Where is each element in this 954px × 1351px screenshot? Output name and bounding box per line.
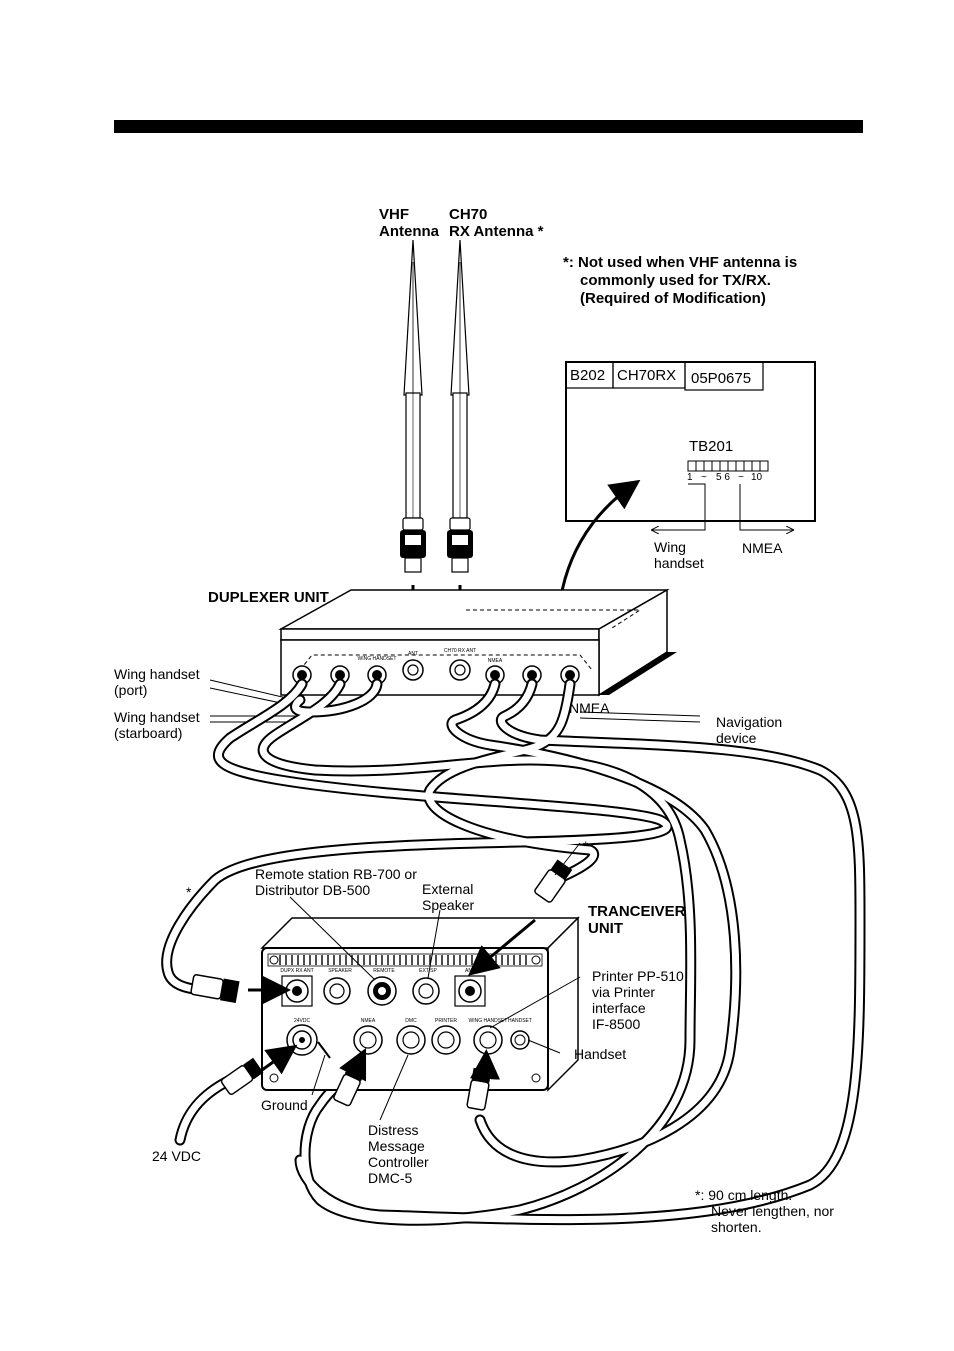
dup-port-wing: WING HANDSET: [357, 656, 397, 662]
dmc-label-1: Distress: [368, 1122, 419, 1138]
board-ref: B202: [570, 367, 606, 384]
ground-label: Ground: [261, 1097, 308, 1113]
printer-label-4: IF-8500: [592, 1016, 641, 1032]
panel-label-wing: WING HANDSET: [468, 1018, 508, 1024]
printer-label-1: Printer PP-510: [592, 968, 684, 984]
dmc-label-4: DMC-5: [368, 1170, 413, 1186]
note-top-line3: (Required of Modification): [580, 290, 766, 307]
pin-tilde-1: ~: [701, 472, 707, 483]
panel-label-dmc: DMC: [405, 1018, 417, 1024]
dup-port-ch70: CH70 RX ANT: [443, 648, 477, 654]
board-wing-label-1: Wing: [654, 539, 686, 555]
duplexer-nmea-label: NMEA: [569, 700, 610, 716]
dup-port-ant: ANT: [408, 651, 418, 657]
pin-last: 10: [751, 472, 763, 483]
nav-device-label-2: device: [716, 730, 757, 746]
board-wing-label-2: handset: [654, 555, 704, 571]
panel-label-extsp: EXT SP: [419, 968, 437, 974]
board-nmea-label: NMEA: [742, 540, 783, 556]
wing-stbd-label-2: (starboard): [114, 725, 183, 741]
printer-label-3: interface: [592, 1000, 646, 1016]
nav-device-label-1: Navigation: [716, 714, 783, 730]
ch70-label-1: CH70: [449, 206, 488, 223]
panel-label-24vdc: 24VDC: [293, 1018, 311, 1024]
pin-first: 1: [687, 472, 693, 483]
ch70-label-2: RX Antenna *: [449, 223, 544, 240]
vhf-label-2: Antenna: [379, 223, 439, 240]
panel-label-remote: REMOTE: [373, 968, 395, 974]
dup-port-nmea: NMEA: [487, 658, 503, 664]
vhf-label-1: VHF: [379, 206, 409, 223]
pin-tilde-2: ~: [738, 472, 744, 483]
duplexer-title: DUPLEXER UNIT: [208, 589, 329, 606]
note-top-line1: *: Not used when VHF antenna is: [563, 254, 798, 271]
pin-mid: 5 6: [716, 472, 730, 483]
panel-label-printer: PRINTER: [435, 1018, 457, 1024]
asterisk-right: *: [583, 838, 589, 854]
ext-speaker-label-1: External: [422, 881, 474, 897]
wing-stbd-label-1: Wing handset: [114, 709, 200, 725]
note-bottom-line1: *: 90 cm length.: [695, 1187, 793, 1203]
dmc-label-2: Message: [368, 1138, 425, 1154]
board-part-no: 05P0675: [691, 370, 752, 387]
remote-label-1: Remote station RB-700 or: [255, 866, 417, 882]
printer-label-2: via Printer: [592, 984, 656, 1000]
transceiver-unit: [262, 918, 578, 1090]
note-bottom-line3: shorten.: [711, 1219, 762, 1235]
transceiver-title-1: TRANCEIVER: [588, 903, 686, 920]
handset-label: Handset: [574, 1046, 627, 1062]
wing-port-label-1: Wing handset: [114, 666, 200, 682]
panel-label-nmea: NMEA: [360, 1018, 376, 1024]
terminal-block-tb201: [688, 461, 768, 471]
panel-label-handset: HANDSET: [508, 1018, 532, 1024]
panel-label-speaker: SPEAKER: [328, 968, 352, 974]
wing-port-label-2: (port): [114, 682, 148, 698]
remote-label-2: Distributor DB-500: [255, 882, 371, 898]
panel-label-ant: ANT: [465, 968, 475, 974]
power-label: 24 VDC: [152, 1148, 202, 1164]
vhf-antenna: [400, 240, 426, 572]
board-name: CH70RX: [617, 367, 677, 384]
panel-label-dupx: DUPX RX ANT: [280, 968, 314, 974]
ext-speaker-label-2: Speaker: [422, 897, 475, 913]
asterisk-left: *: [186, 884, 192, 900]
transceiver-title-2: UNIT: [588, 920, 623, 937]
note-top-line2: commonly used for TX/RX.: [580, 272, 771, 289]
note-bottom-line2: Never lengthen, nor: [711, 1203, 834, 1219]
dmc-label-3: Controller: [368, 1154, 429, 1170]
terminal-block-label: TB201: [689, 438, 734, 455]
ch70-antenna: [447, 240, 473, 572]
